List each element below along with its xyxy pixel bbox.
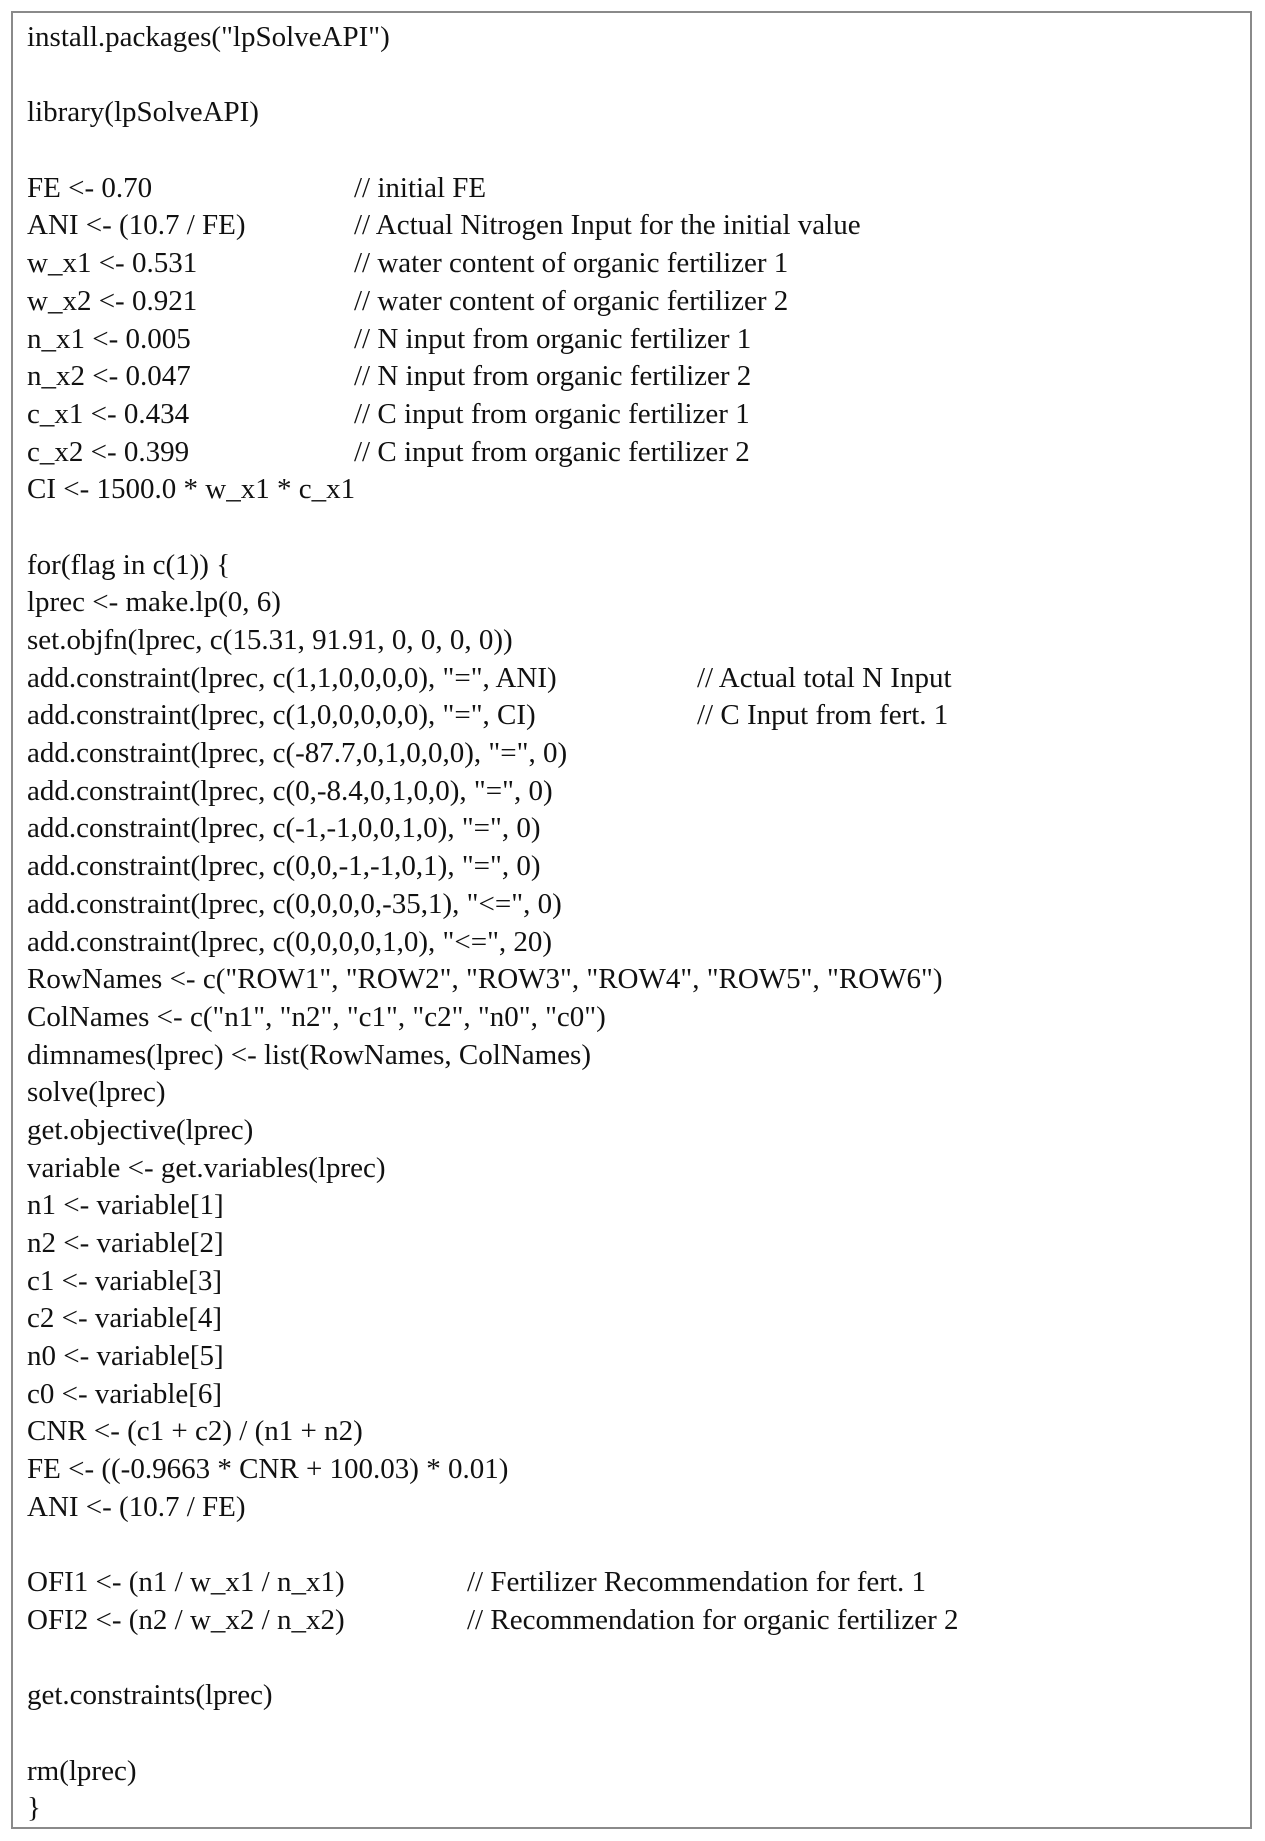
blank-line: [27, 1527, 943, 1565]
blank-line: [27, 509, 943, 547]
code-text: add.constraint(lprec, c(-87.7,0,1,0,0,0), "=", 0): [27, 737, 568, 770]
code-text: c_x2 <- 0.399: [27, 435, 190, 468]
code-text: get.objective(lprec): [27, 1113, 254, 1146]
code-comment: // C input from organic fertilizer 1: [354, 397, 750, 430]
code-text: add.constraint(lprec, c(-1,-1,0,0,1,0), "=", 0): [27, 812, 541, 845]
code-text: install.packages("lpSolveAPI"): [27, 21, 390, 53]
code-line: [27, 547, 943, 585]
code-line: [27, 1037, 943, 1075]
blank-line: [27, 1715, 943, 1753]
code-text: rm(lprec): [27, 1754, 137, 1787]
code-text: ANI <- (10.7 / FE): [27, 209, 246, 242]
blank-line: [27, 132, 943, 170]
code-line: [27, 1790, 943, 1828]
code-comment: // C input from organic fertilizer 2: [354, 435, 750, 468]
code-comment: // N input from organic fertilizer 1: [354, 322, 752, 355]
code-line: [27, 999, 943, 1037]
code-text: library(lpSolveAPI): [27, 96, 259, 129]
code-line: [27, 773, 943, 811]
code-comment: // Recommendation for organic fertilizer 2: [467, 1603, 959, 1636]
code-line: [27, 19, 943, 57]
code-line: [27, 1413, 943, 1451]
code-text: add.constraint(lprec, c(0,0,-1,-1,0,1), "=", 0): [27, 850, 541, 883]
code-text: c1 <- variable[3]: [27, 1264, 223, 1297]
code-text: ColNames <- c("n1", "n2", "c1", "c2", "n0", "c0"): [27, 1000, 606, 1033]
code-line: [27, 1677, 943, 1715]
code-line: [27, 434, 943, 472]
code-text: c0 <- variable[6]: [27, 1377, 223, 1410]
blank-line: [27, 1640, 943, 1678]
code-text: RowNames <- c("ROW1", "ROW2", "ROW3", "ROW4", "ROW5", "ROW6"): [27, 963, 943, 996]
code-text: }: [27, 1792, 41, 1825]
code-line: [27, 924, 943, 962]
code-text: CNR <- (c1 + c2) / (n1 + n2): [27, 1415, 363, 1448]
code-line: [27, 245, 943, 283]
code-line: [27, 810, 943, 848]
code-line: [27, 660, 952, 698]
code-text: n_x2 <- 0.047: [27, 360, 191, 393]
code-text: add.constraint(lprec, c(0,0,0,0,-35,1), "<=", 0): [27, 887, 562, 920]
code-line: [27, 1187, 943, 1225]
code-line: [27, 1112, 943, 1150]
code-line: [27, 283, 943, 321]
code-line: [27, 697, 949, 735]
code-text: variable <- get.variables(lprec): [27, 1151, 386, 1184]
code-text: CI <- 1500.0 * w_x1 * c_x1: [27, 473, 356, 506]
code-comment: // Actual total N Input: [697, 661, 952, 694]
code-comment: // Fertilizer Recommendation for fert. 1: [467, 1566, 927, 1599]
code-line: [27, 471, 943, 509]
code-text: OFI1 <- (n1 / w_x1 / n_x1): [27, 1566, 345, 1599]
code-text: n1 <- variable[1]: [27, 1189, 224, 1222]
code-text: add.constraint(lprec, c(1,0,0,0,0,0), "=", CI): [27, 699, 536, 732]
code-line: [27, 321, 943, 359]
code-line: [27, 622, 943, 660]
code-block: [27, 19, 959, 1828]
code-text: set.objfn(lprec, c(15.31, 91.91, 0, 0, 0, 0)): [27, 624, 513, 656]
code-line: [27, 1602, 959, 1640]
code-text: FE <- 0.70: [27, 171, 153, 204]
code-line: [27, 1263, 943, 1301]
code-line: [27, 848, 943, 886]
code-line: [27, 170, 943, 208]
blank-line: [27, 57, 943, 95]
code-line: [27, 1338, 943, 1376]
code-line: [27, 207, 943, 245]
code-line: [27, 1150, 943, 1188]
code-text: n2 <- variable[2]: [27, 1227, 224, 1259]
code-comment: // N input from organic fertilizer 2: [354, 360, 752, 393]
code-text: add.constraint(lprec, c(0,0,0,0,1,0), "<=", 20): [27, 925, 553, 958]
code-text: dimnames(lprec) <- list(RowNames, ColNames): [27, 1038, 591, 1071]
code-text: w_x1 <- 0.531: [27, 247, 198, 280]
code-text: n0 <- variable[5]: [27, 1340, 224, 1373]
code-text: c_x1 <- 0.434: [27, 397, 190, 430]
code-line: [27, 1451, 943, 1489]
code-text: ANI <- (10.7 / FE): [27, 1490, 246, 1523]
code-line: [27, 358, 943, 396]
code-text: add.constraint(lprec, c(1,1,0,0,0,0), "=", ANI): [27, 661, 557, 694]
code-line: [27, 396, 943, 434]
code-text: FE <- ((-0.9663 * CNR + 100.03) * 0.01): [27, 1453, 509, 1486]
code-text: lprec <- make.lp(0, 6): [27, 586, 281, 619]
code-line: [27, 1489, 943, 1527]
code-line: [27, 584, 943, 622]
code-text: w_x2 <- 0.921: [27, 284, 198, 317]
code-line: [27, 1376, 943, 1414]
code-comment: // initial FE: [354, 171, 487, 204]
code-line: [27, 886, 943, 924]
code-text: get.constraints(lprec): [27, 1679, 273, 1712]
code-comment: // C Input from fert. 1: [697, 699, 949, 732]
code-line: [27, 1564, 943, 1602]
code-text: add.constraint(lprec, c(0,-8.4,0,1,0,0), "=", 0): [27, 774, 553, 807]
code-comment: // water content of organic fertilizer 2: [354, 284, 789, 317]
code-listing-frame: [11, 11, 1252, 1829]
code-line: [27, 94, 943, 132]
code-line: [27, 1225, 943, 1263]
code-line: [27, 961, 943, 999]
code-text: OFI2 <- (n2 / w_x2 / n_x2): [27, 1603, 345, 1636]
code-comment: // water content of organic fertilizer 1: [354, 247, 789, 280]
code-line: [27, 1300, 943, 1338]
code-text: for(flag in c(1)) {: [27, 548, 231, 581]
code-text: solve(lprec): [27, 1076, 166, 1109]
code-text: n_x1 <- 0.005: [27, 322, 191, 355]
code-line: [27, 1074, 943, 1112]
code-comment: // Actual Nitrogen Input for the initial value: [354, 209, 861, 242]
code-text: c2 <- variable[4]: [27, 1302, 223, 1335]
code-line: [27, 735, 943, 773]
code-line: [27, 1753, 943, 1791]
